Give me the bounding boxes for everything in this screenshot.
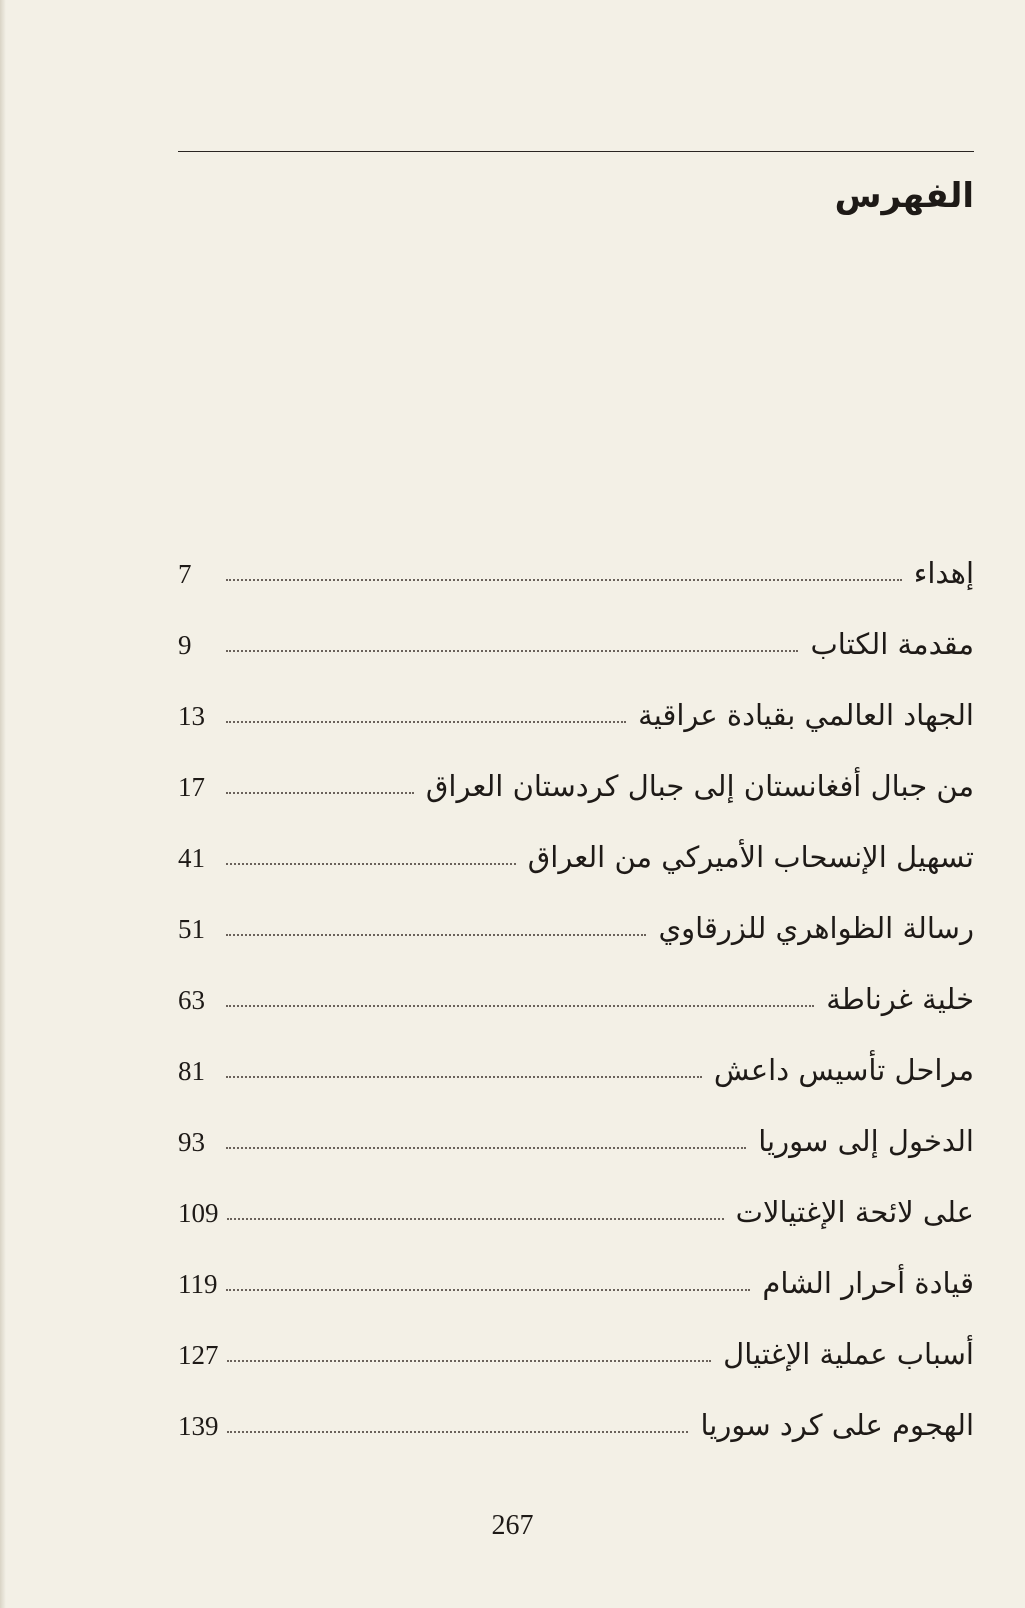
toc-entry[interactable] — [178, 1405, 974, 1476]
toc-entry-page: 63 — [178, 985, 205, 1015]
dot-leader — [226, 650, 798, 652]
toc-entry[interactable] — [178, 1050, 974, 1121]
dot-leader — [226, 1076, 702, 1078]
toc-entry-title: الهجوم على كرد سوريا — [700, 1408, 974, 1442]
toc-entry-page: 9 — [178, 630, 192, 660]
toc-entry[interactable] — [178, 837, 974, 908]
toc-entry[interactable] — [178, 553, 974, 624]
dot-leader — [226, 1147, 746, 1149]
toc-entry-title: قيادة أحرار الشام — [762, 1266, 974, 1300]
toc-entry-title: تسهيل الإنسحاب الأميركي من العراق — [527, 840, 974, 874]
toc-entry-title: على لائحة الإغتيالات — [735, 1195, 974, 1229]
dot-leader — [226, 1289, 750, 1291]
dot-leader — [226, 934, 646, 936]
toc-entry-page: 51 — [178, 914, 205, 944]
toc-entry-title: إهداء — [913, 556, 974, 590]
header-rule — [178, 151, 974, 152]
dot-leader — [226, 1005, 814, 1007]
toc-entry-page: 139 — [178, 1411, 219, 1441]
dot-leader — [227, 1218, 724, 1220]
dot-leader — [226, 579, 902, 581]
toc-entry-title: الدخول إلى سوريا — [758, 1124, 974, 1158]
dot-leader — [227, 1360, 712, 1362]
page-edge-shadow — [0, 0, 6, 1608]
toc-entry[interactable] — [178, 1192, 974, 1263]
toc-entry[interactable] — [178, 624, 974, 695]
dot-leader — [226, 721, 626, 723]
toc-entry-title: الجهاد العالمي بقيادة عراقية — [638, 698, 974, 732]
toc-entry[interactable] — [178, 1334, 974, 1405]
toc-entry[interactable] — [178, 766, 974, 837]
toc-entry[interactable] — [178, 695, 974, 766]
toc-entry[interactable] — [178, 979, 974, 1050]
dot-leader — [226, 863, 516, 865]
toc-entry-page: 81 — [178, 1056, 205, 1086]
toc-entry-title: مقدمة الكتاب — [810, 627, 974, 661]
toc-entry-page: 41 — [178, 843, 205, 873]
toc-entry-page: 119 — [178, 1269, 218, 1299]
toc-entry-page: 17 — [178, 772, 205, 802]
toc-entry-page: 109 — [178, 1198, 219, 1228]
toc-entry-page: 93 — [178, 1127, 205, 1157]
toc-entry-title: رسالة الظواهري للزرقاوي — [658, 911, 974, 945]
table-of-contents — [178, 553, 974, 1476]
toc-entry[interactable] — [178, 1263, 974, 1334]
toc-entry-page: 7 — [178, 559, 192, 589]
toc-entry-title: خلية غرناطة — [826, 982, 974, 1016]
page-title: الفهرس — [834, 176, 974, 216]
dot-leader — [226, 792, 414, 794]
dot-leader — [227, 1431, 689, 1433]
toc-entry[interactable] — [178, 1121, 974, 1192]
toc-entry-page: 127 — [178, 1340, 219, 1370]
toc-entry-title: من جبال أفغانستان إلى جبال كردستان العراق — [425, 769, 974, 803]
toc-entry[interactable] — [178, 908, 974, 979]
toc-entry-page: 13 — [178, 701, 205, 731]
toc-entry-title: أسباب عملية الإغتيال — [723, 1337, 974, 1371]
toc-entry-title: مراحل تأسيس داعش — [713, 1053, 974, 1087]
page-number: 267 — [491, 1510, 534, 1541]
